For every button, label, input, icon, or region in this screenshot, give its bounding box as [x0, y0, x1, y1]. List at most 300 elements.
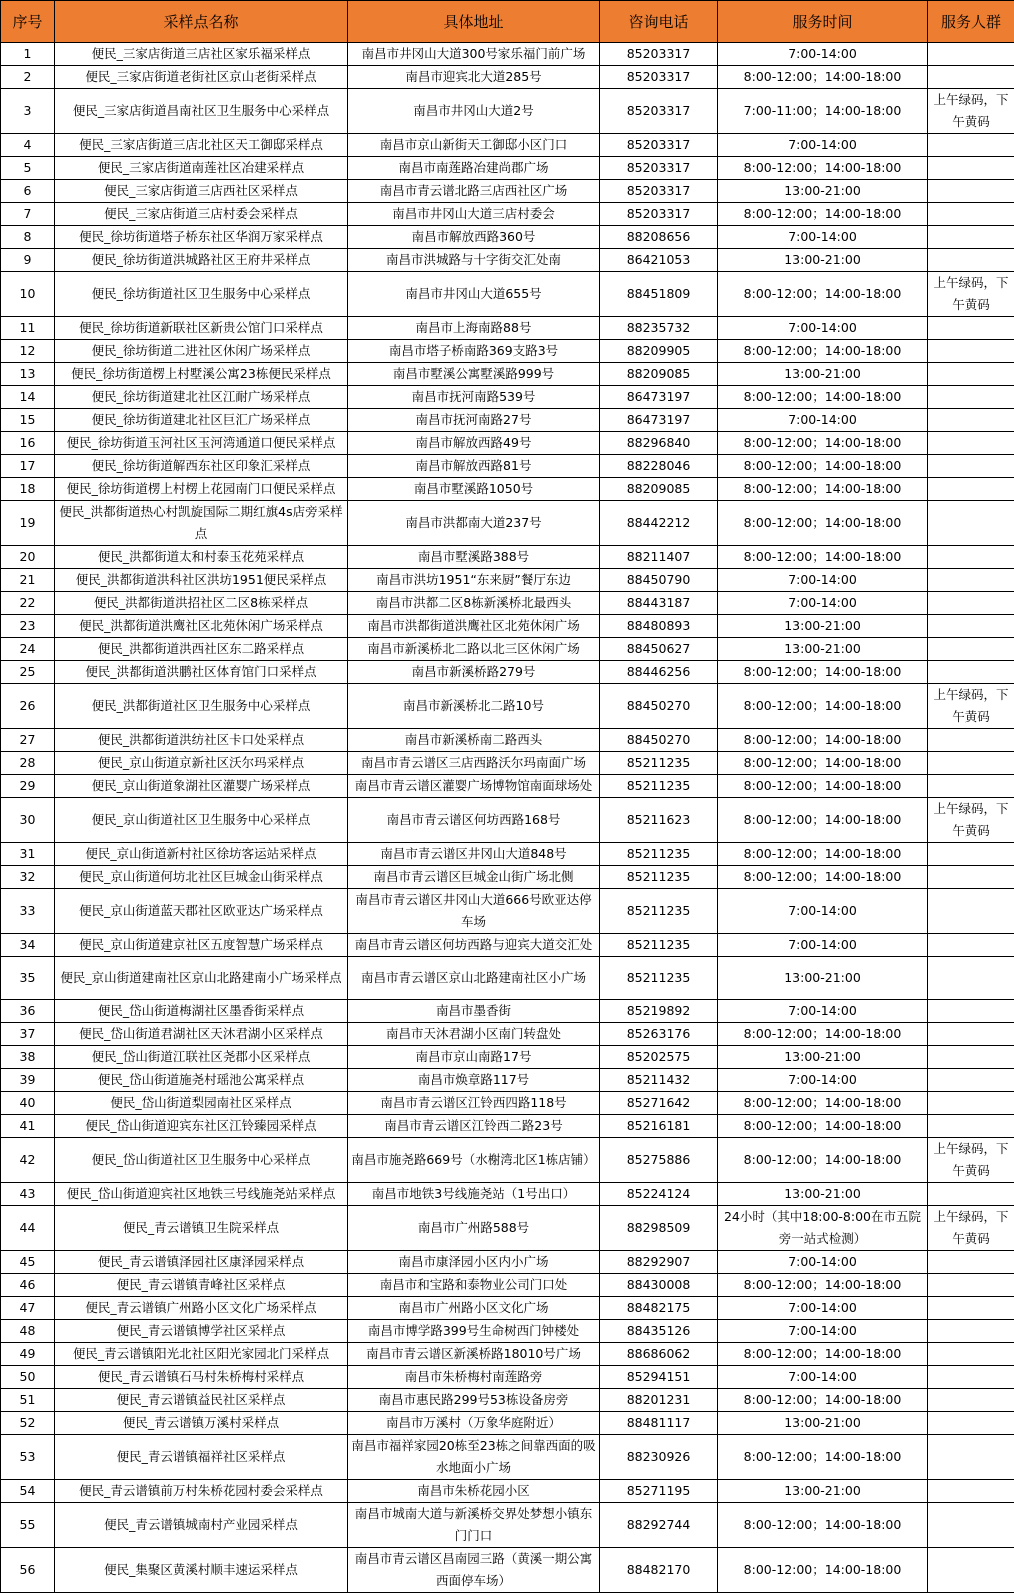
table-row [1, 66, 1014, 89]
cell-service-time: 7:00-14:00 [718, 1069, 928, 1092]
cell-address: 南昌市洪坊1951“东来厨”餐厅东边 [348, 569, 600, 592]
cell-service-group [928, 866, 1014, 889]
cell-service-time: 8:00-12:00；14:00-18:00 [718, 340, 928, 363]
cell-site-name: 便民_青云谱镇石马村朱桥梅村采样点 [55, 1366, 348, 1389]
cell-service-time: 8:00-12:00；14:00-18:00 [718, 798, 928, 843]
cell-service-group [928, 478, 1014, 501]
table-row [1, 661, 1014, 684]
cell-service-time: 13:00-21:00 [718, 249, 928, 272]
cell-address: 南昌市京山南路17号 [348, 1046, 600, 1069]
cell-index: 47 [1, 1297, 55, 1320]
cell-phone: 88228046 [600, 455, 718, 478]
cell-address: 南昌市青云谱区何坊西路与迎宾大道交汇处 [348, 934, 600, 957]
cell-index: 44 [1, 1206, 55, 1251]
cell-index: 31 [1, 843, 55, 866]
cell-site-name: 便民_三家店街道三店西社区采样点 [55, 180, 348, 203]
cell-index: 3 [1, 89, 55, 134]
cell-index: 48 [1, 1320, 55, 1343]
cell-phone: 88235732 [600, 317, 718, 340]
cell-index: 2 [1, 66, 55, 89]
cell-address: 南昌市新溪桥北二路10号 [348, 684, 600, 729]
cell-service-time: 8:00-12:00；14:00-18:00 [718, 843, 928, 866]
cell-site-name: 便民_洪都街道洪招社区二区8栋采样点 [55, 592, 348, 615]
cell-index: 32 [1, 866, 55, 889]
table-row [1, 180, 1014, 203]
cell-service-time: 13:00-21:00 [718, 363, 928, 386]
table-row [1, 569, 1014, 592]
cell-phone: 88450627 [600, 638, 718, 661]
table-row [1, 455, 1014, 478]
cell-service-time: 8:00-12:00；14:00-18:00 [718, 546, 928, 569]
cell-address: 南昌市福祥家园20栋至23栋之间靠西面的吸水地面小广场 [348, 1435, 600, 1480]
cell-service-time: 7:00-14:00 [718, 43, 928, 66]
table-row [1, 592, 1014, 615]
cell-service-group [928, 66, 1014, 89]
cell-service-group [928, 226, 1014, 249]
cell-phone: 85271642 [600, 1092, 718, 1115]
cell-address: 南昌市洪都街道洪鹰社区北苑休闲广场 [348, 615, 600, 638]
cell-service-time: 24小时（其中18:00-8:00在市五院旁一站式检测） [718, 1206, 928, 1251]
cell-index: 6 [1, 180, 55, 203]
cell-site-name: 便民_青云谱镇博学社区采样点 [55, 1320, 348, 1343]
cell-address: 南昌市广州路小区文化广场 [348, 1297, 600, 1320]
cell-service-group [928, 638, 1014, 661]
cell-index: 8 [1, 226, 55, 249]
cell-service-group [928, 1389, 1014, 1412]
cell-site-name: 便民_京山街道何坊北社区巨城金山街采样点 [55, 866, 348, 889]
table-row [1, 1138, 1014, 1183]
cell-address: 南昌市博学路399号生命树西门钟楼处 [348, 1320, 600, 1343]
table-row [1, 1115, 1014, 1138]
cell-phone: 88296840 [600, 432, 718, 455]
cell-service-group [928, 1343, 1014, 1366]
cell-phone: 88230926 [600, 1435, 718, 1480]
cell-phone: 88443187 [600, 592, 718, 615]
cell-index: 36 [1, 1000, 55, 1023]
cell-address: 南昌市洪都南大道237号 [348, 501, 600, 546]
table-row [1, 1503, 1014, 1548]
cell-service-time: 13:00-21:00 [718, 1412, 928, 1435]
cell-service-group [928, 615, 1014, 638]
cell-phone: 85202575 [600, 1046, 718, 1069]
cell-phone: 85211235 [600, 752, 718, 775]
table-row [1, 157, 1014, 180]
cell-phone: 85211235 [600, 889, 718, 934]
cell-service-time: 7:00-14:00 [718, 889, 928, 934]
cell-address: 南昌市天沐君湖小区南门转盘处 [348, 1023, 600, 1046]
cell-address: 南昌市墅溪公寓墅溪路999号 [348, 363, 600, 386]
cell-site-name: 便民_京山街道新村社区徐坊客运站采样点 [55, 843, 348, 866]
cell-index: 50 [1, 1366, 55, 1389]
cell-service-time: 7:00-14:00 [718, 1320, 928, 1343]
cell-phone: 85203317 [600, 203, 718, 226]
cell-address: 南昌市墅溪路388号 [348, 546, 600, 569]
cell-address: 南昌市万溪村（万象华庭附近） [348, 1412, 600, 1435]
cell-address: 南昌市墨香街 [348, 1000, 600, 1023]
table-row [1, 843, 1014, 866]
cell-service-group [928, 180, 1014, 203]
table-row [1, 340, 1014, 363]
cell-index: 19 [1, 501, 55, 546]
cell-service-group [928, 592, 1014, 615]
cell-site-name: 便民_青云谱镇青峰社区采样点 [55, 1274, 348, 1297]
cell-site-name: 便民_洪都街道洪西社区东二路采样点 [55, 638, 348, 661]
cell-service-group [928, 1069, 1014, 1092]
cell-phone: 88450790 [600, 569, 718, 592]
cell-index: 16 [1, 432, 55, 455]
cell-service-time: 7:00-14:00 [718, 1000, 928, 1023]
cell-phone: 88480893 [600, 615, 718, 638]
cell-address: 南昌市青云谱区三店西路沃尔玛南面广场 [348, 752, 600, 775]
cell-service-time: 13:00-21:00 [718, 180, 928, 203]
cell-index: 29 [1, 775, 55, 798]
cell-index: 55 [1, 1503, 55, 1548]
cell-index: 54 [1, 1480, 55, 1503]
cell-index: 22 [1, 592, 55, 615]
table-row [1, 1435, 1014, 1480]
cell-site-name: 便民_洪都街道太和村泰玉花苑采样点 [55, 546, 348, 569]
cell-service-group [928, 501, 1014, 546]
cell-service-group [928, 317, 1014, 340]
cell-phone: 85211235 [600, 957, 718, 1000]
cell-site-name: 便民_岱山街道施尧村瑶池公寓采样点 [55, 1069, 348, 1092]
cell-service-group [928, 1548, 1014, 1593]
cell-index: 56 [1, 1548, 55, 1593]
cell-address: 南昌市青云谱区江铃西四路118号 [348, 1092, 600, 1115]
cell-address: 南昌市施尧路669号（水榭湾北区1栋店铺） [348, 1138, 600, 1183]
cell-site-name: 便民_青云谱镇前万村朱桥花园村委会采样点 [55, 1480, 348, 1503]
cell-phone: 88209085 [600, 363, 718, 386]
cell-service-time: 8:00-12:00；14:00-18:00 [718, 1138, 928, 1183]
cell-service-group [928, 1503, 1014, 1548]
cell-address: 南昌市朱桥梅村南莲路旁 [348, 1366, 600, 1389]
cell-service-group [928, 432, 1014, 455]
cell-site-name: 便民_徐坊街道建北社区巨汇广场采样点 [55, 409, 348, 432]
cell-phone: 85271195 [600, 1480, 718, 1503]
cell-index: 13 [1, 363, 55, 386]
cell-service-time: 8:00-12:00；14:00-18:00 [718, 1115, 928, 1138]
cell-service-time: 7:00-14:00 [718, 409, 928, 432]
table-row [1, 934, 1014, 957]
cell-service-group [928, 1366, 1014, 1389]
table-row [1, 752, 1014, 775]
cell-index: 42 [1, 1138, 55, 1183]
cell-site-name: 便民_三家店街道三店北社区天工御邸采样点 [55, 134, 348, 157]
cell-phone: 88201231 [600, 1389, 718, 1412]
cell-service-time: 7:00-14:00 [718, 1251, 928, 1274]
cell-site-name: 便民_岱山街道梅湖社区墨香街采样点 [55, 1000, 348, 1023]
cell-site-name: 便民_京山街道建南社区京山北路建南小广场采样点 [55, 957, 348, 1000]
cell-service-group [928, 1183, 1014, 1206]
table-row [1, 1389, 1014, 1412]
cell-service-group [928, 661, 1014, 684]
cell-service-time: 8:00-12:00；14:00-18:00 [718, 1435, 928, 1480]
cell-site-name: 便民_三家店街道昌南社区卫生服务中心采样点 [55, 89, 348, 134]
table-row [1, 1343, 1014, 1366]
cell-service-time: 8:00-12:00；14:00-18:00 [718, 684, 928, 729]
cell-service-group [928, 1023, 1014, 1046]
cell-address: 南昌市南莲路冶建尚郡广场 [348, 157, 600, 180]
cell-index: 17 [1, 455, 55, 478]
table-row [1, 1297, 1014, 1320]
cell-site-name: 便民_青云谱镇卫生院采样点 [55, 1206, 348, 1251]
table-row [1, 1023, 1014, 1046]
cell-service-group [928, 1274, 1014, 1297]
cell-phone: 85219892 [600, 1000, 718, 1023]
cell-service-group [928, 1435, 1014, 1480]
cell-site-name: 便民_洪都街道洪鹰社区北苑休闲广场采样点 [55, 615, 348, 638]
cell-phone: 88298509 [600, 1206, 718, 1251]
cell-service-time: 8:00-12:00；14:00-18:00 [718, 203, 928, 226]
cell-index: 20 [1, 546, 55, 569]
cell-index: 46 [1, 1274, 55, 1297]
table-row [1, 43, 1014, 66]
cell-address: 南昌市解放西路360号 [348, 226, 600, 249]
cell-index: 38 [1, 1046, 55, 1069]
cell-address: 南昌市青云谱区新溪桥路18010号广场 [348, 1343, 600, 1366]
cell-site-name: 便民_三家店街道三店村委会采样点 [55, 203, 348, 226]
cell-phone: 88446256 [600, 661, 718, 684]
cell-site-name: 便民_京山街道象湖社区灌婴广场采样点 [55, 775, 348, 798]
cell-index: 52 [1, 1412, 55, 1435]
cell-phone: 88442212 [600, 501, 718, 546]
table-row [1, 1548, 1014, 1593]
cell-address: 南昌市青云谱区灌婴广场博物馆南面球场处 [348, 775, 600, 798]
table-row [1, 1480, 1014, 1503]
cell-service-group [928, 569, 1014, 592]
cell-address: 南昌市和宝路和泰物业公司门口处 [348, 1274, 600, 1297]
cell-index: 27 [1, 729, 55, 752]
cell-service-time: 8:00-12:00；14:00-18:00 [718, 1389, 928, 1412]
cell-service-group [928, 455, 1014, 478]
cell-service-time: 8:00-12:00；14:00-18:00 [718, 661, 928, 684]
cell-index: 15 [1, 409, 55, 432]
cell-phone: 85224124 [600, 1183, 718, 1206]
cell-address: 南昌市井冈山大道300号家乐福门前广场 [348, 43, 600, 66]
cell-site-name: 便民_徐坊街道解西东社区印象汇采样点 [55, 455, 348, 478]
cell-service-group: 上午绿码，下午黄码 [928, 684, 1014, 729]
table-row [1, 249, 1014, 272]
column-header-index: 序号 [1, 1, 55, 43]
cell-address: 南昌市朱桥花园小区 [348, 1480, 600, 1503]
cell-service-time: 7:00-14:00 [718, 134, 928, 157]
cell-phone: 88482175 [600, 1297, 718, 1320]
cell-service-time: 8:00-12:00；14:00-18:00 [718, 752, 928, 775]
cell-address: 南昌市墅溪路1050号 [348, 478, 600, 501]
cell-index: 26 [1, 684, 55, 729]
cell-service-time: 8:00-12:00；14:00-18:00 [718, 729, 928, 752]
cell-service-time: 8:00-12:00；14:00-18:00 [718, 386, 928, 409]
table-row [1, 89, 1014, 134]
cell-service-time: 8:00-12:00；14:00-18:00 [718, 1092, 928, 1115]
table-row [1, 1274, 1014, 1297]
cell-phone: 86421053 [600, 249, 718, 272]
cell-site-name: 便民_徐坊街道建北社区江耐广场采样点 [55, 386, 348, 409]
cell-address: 南昌市塔子桥南路369支路3号 [348, 340, 600, 363]
cell-address: 南昌市洪都二区8栋新溪桥北最西头 [348, 592, 600, 615]
cell-phone: 88209085 [600, 478, 718, 501]
cell-service-group [928, 203, 1014, 226]
table-row [1, 409, 1014, 432]
table-row [1, 798, 1014, 843]
cell-service-time: 8:00-12:00；14:00-18:00 [718, 501, 928, 546]
cell-address: 南昌市青云谱区京山北路建南社区小广场 [348, 957, 600, 1000]
cell-service-group [928, 340, 1014, 363]
cell-service-group [928, 43, 1014, 66]
cell-site-name: 便民_岱山街道梨园南社区采样点 [55, 1092, 348, 1115]
cell-index: 7 [1, 203, 55, 226]
cell-site-name: 便民_徐坊街道楞上村楞上花园南门口便民采样点 [55, 478, 348, 501]
cell-site-name: 便民_洪都街道洪鹏社区体育馆门口采样点 [55, 661, 348, 684]
cell-site-name: 便民_青云谱镇万溪村采样点 [55, 1412, 348, 1435]
cell-index: 43 [1, 1183, 55, 1206]
cell-service-time: 8:00-12:00；14:00-18:00 [718, 66, 928, 89]
cell-address: 南昌市地铁3号线施尧站（1号出口） [348, 1183, 600, 1206]
cell-service-time: 13:00-21:00 [718, 615, 928, 638]
cell-service-group [928, 157, 1014, 180]
cell-address: 南昌市迎宾北大道285号 [348, 66, 600, 89]
cell-service-time: 8:00-12:00；14:00-18:00 [718, 455, 928, 478]
cell-address: 南昌市青云谱区江铃西二路23号 [348, 1115, 600, 1138]
cell-site-name: 便民_洪都街道洪纺社区卡口处采样点 [55, 729, 348, 752]
cell-index: 5 [1, 157, 55, 180]
cell-service-time: 7:00-14:00 [718, 934, 928, 957]
cell-address: 南昌市新溪桥北二路以北三区休闲广场 [348, 638, 600, 661]
cell-phone: 88450270 [600, 729, 718, 752]
cell-service-group [928, 843, 1014, 866]
cell-service-group [928, 249, 1014, 272]
cell-service-time: 8:00-12:00；14:00-18:00 [718, 432, 928, 455]
cell-address: 南昌市井冈山大道2号 [348, 89, 600, 134]
cell-service-time: 13:00-21:00 [718, 1480, 928, 1503]
cell-service-time: 7:00-14:00 [718, 1366, 928, 1389]
cell-index: 51 [1, 1389, 55, 1412]
cell-index: 10 [1, 272, 55, 317]
cell-phone: 86473197 [600, 409, 718, 432]
cell-index: 9 [1, 249, 55, 272]
cell-address: 南昌市康泽园小区内小广场 [348, 1251, 600, 1274]
cell-phone: 85211235 [600, 775, 718, 798]
cell-index: 18 [1, 478, 55, 501]
table-body [1, 43, 1014, 1593]
table-row [1, 1251, 1014, 1274]
cell-service-time: 7:00-14:00 [718, 317, 928, 340]
cell-address: 南昌市京山新街天工御邸小区门口 [348, 134, 600, 157]
table-row [1, 1046, 1014, 1069]
cell-address: 南昌市解放西路49号 [348, 432, 600, 455]
cell-site-name: 便民_三家店街道南莲社区冶建采样点 [55, 157, 348, 180]
table-row [1, 1366, 1014, 1389]
cell-index: 34 [1, 934, 55, 957]
cell-site-name: 便民_青云谱镇广州路小区文化广场采样点 [55, 1297, 348, 1320]
cell-index: 25 [1, 661, 55, 684]
cell-service-group [928, 363, 1014, 386]
cell-service-time: 8:00-12:00；14:00-18:00 [718, 1503, 928, 1548]
cell-service-time: 8:00-12:00；14:00-18:00 [718, 272, 928, 317]
cell-index: 24 [1, 638, 55, 661]
cell-service-group [928, 957, 1014, 1000]
cell-phone: 88209905 [600, 340, 718, 363]
table-row [1, 1183, 1014, 1206]
cell-address: 南昌市青云谱区巨城金山街广场北侧 [348, 866, 600, 889]
cell-service-time: 7:00-14:00 [718, 226, 928, 249]
cell-site-name: 便民_徐坊街道二进社区休闲广场采样点 [55, 340, 348, 363]
cell-phone: 85203317 [600, 89, 718, 134]
table-row [1, 203, 1014, 226]
cell-service-group [928, 752, 1014, 775]
cell-index: 37 [1, 1023, 55, 1046]
cell-service-group [928, 775, 1014, 798]
column-header-name: 采样点名称 [55, 1, 348, 43]
cell-site-name: 便民_青云谱镇泽园社区康泽园采样点 [55, 1251, 348, 1274]
column-header-address: 具体地址 [348, 1, 600, 43]
cell-address: 南昌市新溪桥南二路西头 [348, 729, 600, 752]
table-row [1, 1320, 1014, 1343]
cell-address: 南昌市青云谱区何坊西路168号 [348, 798, 600, 843]
cell-service-group: 上午绿码，下午黄码 [928, 272, 1014, 317]
table-row [1, 638, 1014, 661]
cell-index: 12 [1, 340, 55, 363]
cell-service-time: 13:00-21:00 [718, 638, 928, 661]
cell-site-name: 便民_洪都街道社区卫生服务中心采样点 [55, 684, 348, 729]
cell-site-name: 便民_青云谱镇福祥社区采样点 [55, 1435, 348, 1480]
cell-service-time: 7:00-14:00 [718, 1297, 928, 1320]
cell-address: 南昌市抚河南路539号 [348, 386, 600, 409]
cell-site-name: 便民_洪都街道热心村凯旋国际二期红旗4s店旁采样点 [55, 501, 348, 546]
cell-service-time: 7:00-11:00；14:00-18:00 [718, 89, 928, 134]
cell-phone: 86473197 [600, 386, 718, 409]
cell-phone: 85211432 [600, 1069, 718, 1092]
cell-service-group [928, 1320, 1014, 1343]
cell-phone: 85275886 [600, 1138, 718, 1183]
cell-site-name: 便民_京山街道社区卫生服务中心采样点 [55, 798, 348, 843]
cell-site-name: 便民_青云谱镇阳光北社区阳光家园北门采样点 [55, 1343, 348, 1366]
cell-service-time: 7:00-14:00 [718, 592, 928, 615]
cell-phone: 88292907 [600, 1251, 718, 1274]
table-row [1, 546, 1014, 569]
cell-address: 南昌市惠民路299号53栋设备房旁 [348, 1389, 600, 1412]
cell-service-group [928, 1297, 1014, 1320]
cell-index: 1 [1, 43, 55, 66]
table-row [1, 272, 1014, 317]
table-row [1, 317, 1014, 340]
cell-service-group [928, 1000, 1014, 1023]
cell-phone: 88450270 [600, 684, 718, 729]
cell-phone: 85211235 [600, 934, 718, 957]
cell-phone: 88482170 [600, 1548, 718, 1593]
table-row [1, 684, 1014, 729]
cell-phone: 85294151 [600, 1366, 718, 1389]
cell-service-time: 8:00-12:00；14:00-18:00 [718, 1343, 928, 1366]
table-row [1, 957, 1014, 1000]
cell-index: 14 [1, 386, 55, 409]
cell-service-group [928, 1412, 1014, 1435]
cell-site-name: 便民_岱山街道迎宾东社区江铃臻园采样点 [55, 1115, 348, 1138]
cell-address: 南昌市青云谱区井冈山大道848号 [348, 843, 600, 866]
cell-index: 45 [1, 1251, 55, 1274]
cell-site-name: 便民_徐坊街道洪城路社区王府井采样点 [55, 249, 348, 272]
table-row [1, 866, 1014, 889]
cell-service-group: 上午绿码，下午黄码 [928, 1138, 1014, 1183]
cell-service-time: 13:00-21:00 [718, 1046, 928, 1069]
cell-service-group [928, 134, 1014, 157]
cell-phone: 85203317 [600, 134, 718, 157]
cell-site-name: 便民_三家店街道老街社区京山老街采样点 [55, 66, 348, 89]
cell-address: 南昌市城南大道与新溪桥交界处梦想小镇东门门口 [348, 1503, 600, 1548]
cell-phone: 88430008 [600, 1274, 718, 1297]
cell-service-group [928, 889, 1014, 934]
header-row [1, 1, 1014, 43]
